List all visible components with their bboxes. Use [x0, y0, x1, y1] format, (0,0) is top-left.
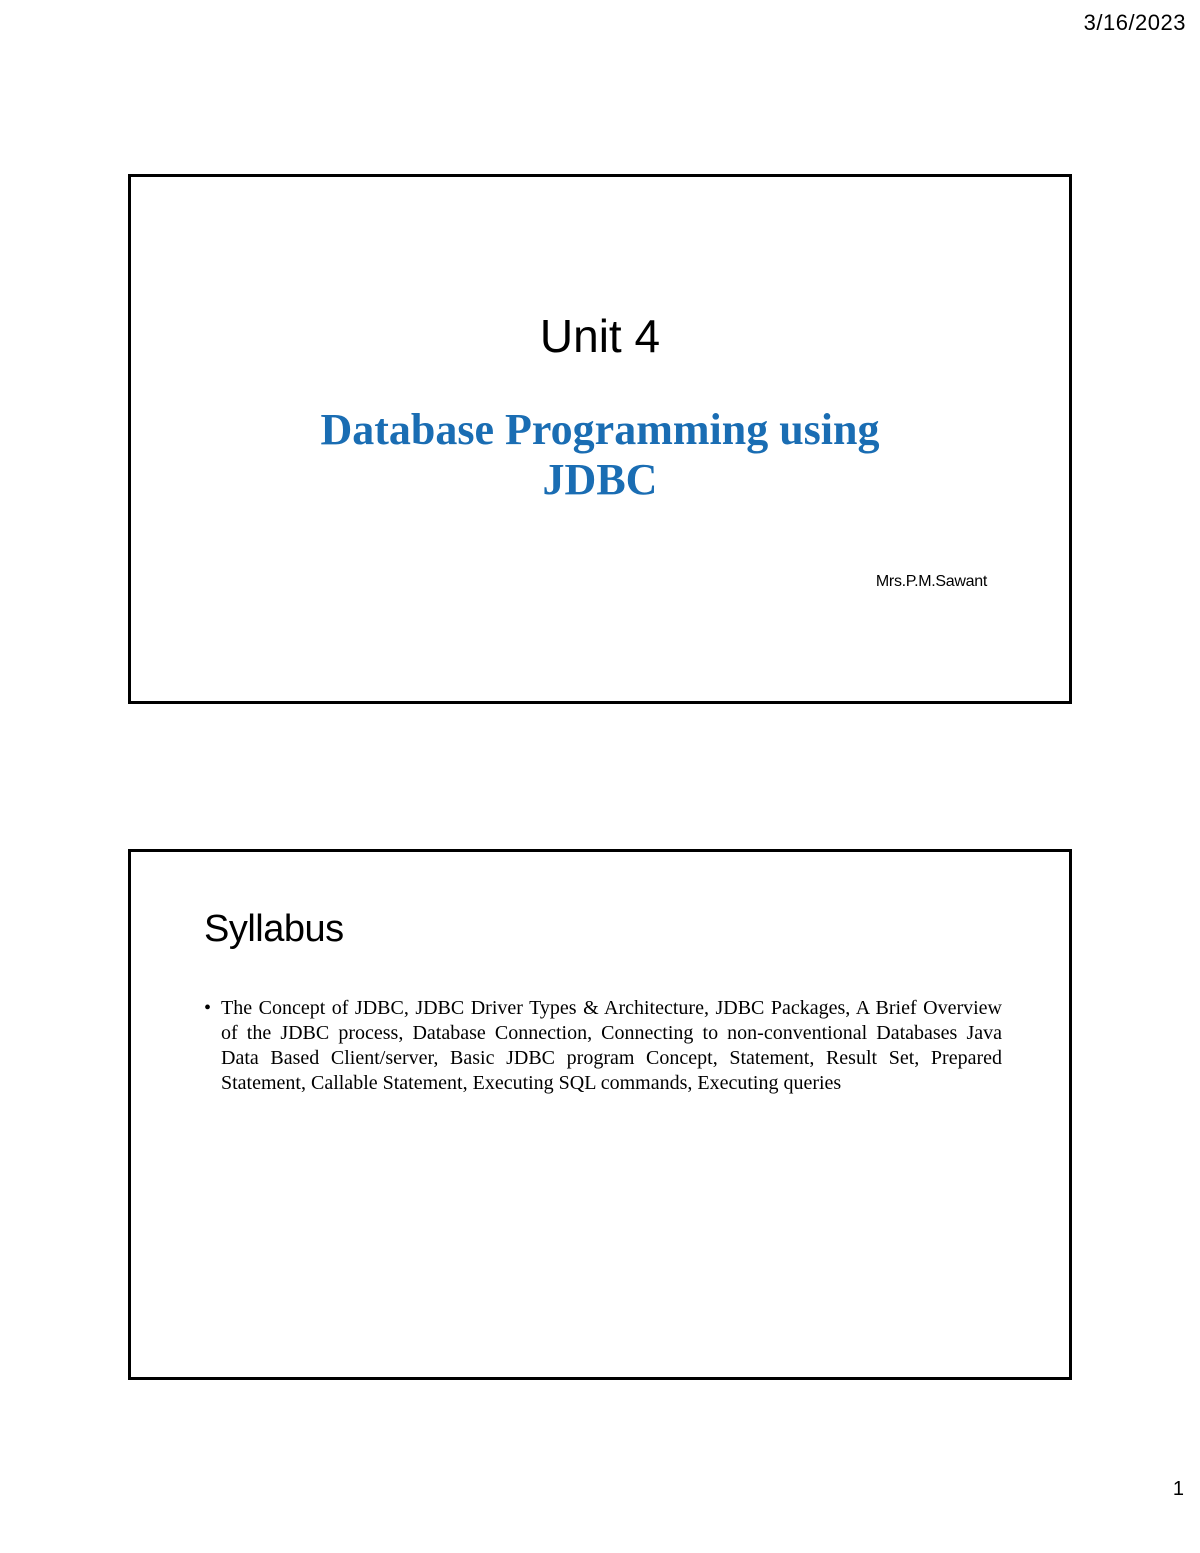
syllabus-list [204, 996, 1002, 1096]
unit-title: Unit 4 [539, 310, 661, 362]
list-item [204, 996, 1002, 1096]
page-number: 1 [1172, 1478, 1184, 1500]
main-title-line-1: Database Programming using [320, 405, 880, 454]
syllabus-heading: Syllabus [204, 908, 344, 950]
main-title [131, 405, 1069, 505]
syllabus-item-text: The Concept of JDBC, JDBC Driver Types & Architecture, JDBC Packages, A Brief Overview of the JDBC process, Database Connection, Connecting to non-conventional Databases Java Data Based Client/server, Basic JDBC program Concept, Statement, Result Set, Prepared Statement, Callable Statement, Executing SQL commands, Executing queries [221, 997, 1002, 1094]
title-slide [128, 174, 1072, 704]
main-title-line-2: JDBC [542, 455, 658, 504]
syllabus-slide [128, 849, 1072, 1380]
bullet-icon: • [204, 997, 212, 1019]
page-date: 3/16/2023 [1083, 10, 1186, 35]
author-name: Mrs.P.M.Sawant [875, 573, 987, 590]
